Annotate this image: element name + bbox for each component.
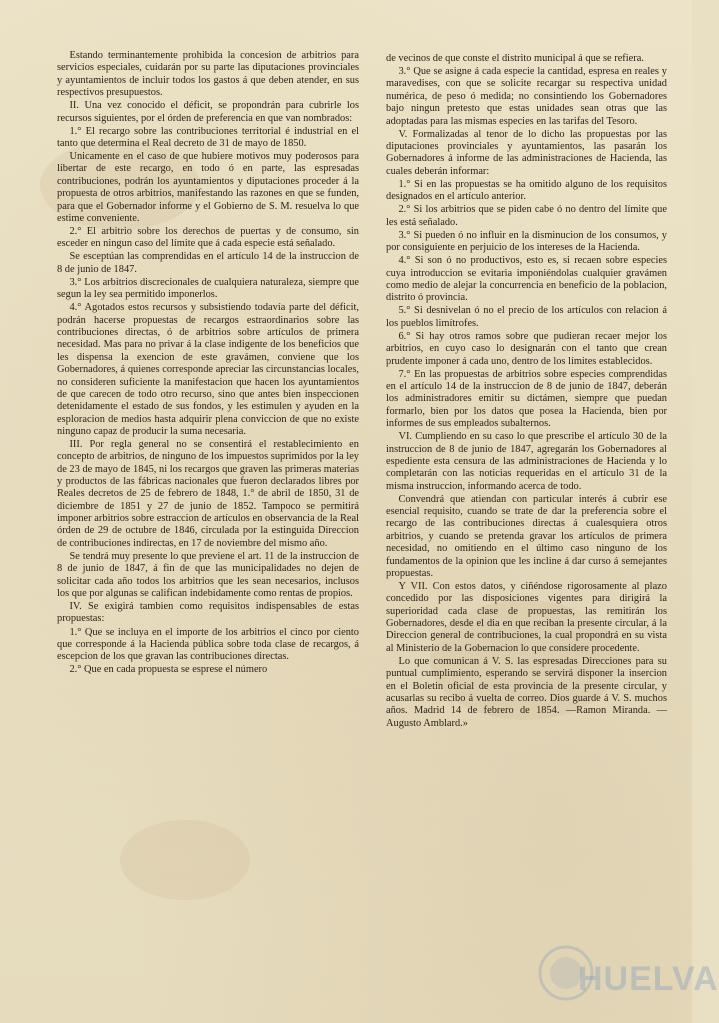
paragraph: 2.° Si los arbitrios que se piden cabe ó no dentro del límite que les está señalado.: [386, 204, 667, 228]
right-text-column: [386, 53, 667, 1001]
paragraph: Se tendrá muy presente lo que previene el art. 11 de la instruccion de 8 de junio de 1847, á fin de que las municipalidades no dejen de solicitar cada año todos los arbitrios que les sean necesarios, inclusos los que por algunas se califican indebidamente como rentas de propios.: [57, 550, 359, 599]
paragraph: 6.° Si hay otros ramos sobre que pudieran recaer mejor los arbitrios, en cuyo caso lo designarán con el tanto que crean prudente imponer á cada uno, dentro de los límites establecidos.: [386, 330, 667, 367]
paragraph: 4.° Si son ó no productivos, esto es, si recaen sobre especies cuya introduccion se evitaria imponiéndolas cualquier gravámen como medio de alejar la concurrencia en beneficio de la poblacion, distrito ó provincia.: [386, 255, 667, 304]
paragraph: 2.° El arbitrio sobre los derechos de puertas y de consumo, sin esceder en ningun caso del límite que á cada especie está señalado.: [57, 226, 359, 250]
paragraph: Lo que comunican á V. S. las espresadas Direcciones para su puntual cumplimiento, esperando se servirá disponer la insercion en el Boletin oficial de esta provincia de la presente circular, y acusarlas su recibo á vuelta de correo. Dios guarde á V. S. muchos años. Madrid 14 de febrero de 1854. —Ramon Miranda. —Augusto Amblard.»: [386, 655, 667, 729]
paragraph: III. Por regla general no se consentirá el restablecimiento en concepto de arbitrios, de ninguno de los impuestos suprimidos por la ley de 23 de mayo de 1845, ni los recargos que graven las primeras materias y productos de las fábricas nacionales que fueron declarados libres por Reales decretos de 25 de febrero de 1848, 1.° de abril de 1850, 31 de diciembre de 1851 y 27 de junio de 1852. Tampoco se permitirá imponer arbitrios sobre estraccion de artículos en observancia de la Real órden de 29 de octubre de 1846, circulada por la estinguida Direccion de contribuciones indirectas, en 17 de noviembre del mismo año.: [57, 439, 359, 549]
paragraph: 2.° Que en cada propuesta se esprese el número: [69, 664, 268, 676]
watermark-text: HUELVA: [578, 960, 719, 998]
paragraph: IV. Se exigirá tambien como requisitos indispensables de estas propuestas:: [57, 601, 359, 625]
paragraph: 7.° En las propuestas de arbitrios sobre especies comprendidas en el artículo 14 de la instruccion de 8 de junio de 1847, deberán los administradores emitir su dictámen, siempre que puedan formarlo, bien por los datos que posea la Hacienda, bien por informes de sus empleados subalternos.: [386, 368, 667, 430]
paragraph: 1.° Que se incluya en el importe de los arbitrios el cinco por ciento que corresponde á la Hacienda pública sobre toda clase de recargos, á escepcion de los que gravan las contribuciones directas.: [57, 626, 359, 663]
paragraph: 3.° Que se asigne á cada especie la cantidad, espresa en reales y maravedises, con que se solicite recargar su respectiva unidad numérica, de peso ó medida; no consintiendo los Gobernadores bajo ningun pretesto que estas unidades sean otras que las adoptadas para las mismas especies en las tarifas del Tesoro.: [386, 66, 667, 127]
paragraph: 1.° Si en las propuestas se ha omitido alguno de los requisitos designados en el artículo anterior.: [386, 178, 667, 203]
paragraph: 3.° Los arbitrios discrecionales de cualquiera naturaleza, siempre que segun la ley sea permitido imponerlos.: [57, 276, 359, 301]
paragraph: de vecinos de que conste el distrito municipal á que se refiera.: [386, 53, 644, 64]
paragraph: 5.° Si desnivelan ó no el precio de los artículos con relacion á los pueblos limítrofes.: [386, 305, 667, 329]
paragraph: VI. Cumpliendo en su caso lo que prescribe el artículo 30 de la instruccion de 8 de junio de 1847, agregarán los Gobernadores al espediente esta censura de las administraciones de Hacienda y lo completarán con las noticias requeridas en el artículo 31 de la misma instruccion, informando acerca de todo.: [386, 431, 667, 492]
paragraph: Se esceptúan las comprendidas en el artículo 14 de la instruccion de 8 de junio de 1847.: [57, 251, 359, 275]
paragraph: II. Una vez conocido el déficit, se propondrán para cubrirle los recursos siguientes, por el órden de preferencia en que van nombrados:: [57, 100, 359, 124]
paragraph: V. Formalizadas al tenor de lo dicho las propuestas por las diputaciones provinciales y ayuntamientos, las pasarán los Gobernadores á informe de las administraciones de Hacienda, las cuales deberán informar:: [386, 128, 667, 177]
paragraph: 4.° Agotados estos recursos y subsistiendo todavía parte del déficit, podrán hacerse propuestas de recargos estraordinarios sobre las contribuciones directas, ó de arbitrios sobre artículos de primera necesidad. Mas para no privar á la clase indigente de los beneficios que les dispensa la exencion de este gravámen, conviene que los Gobernadores, á quienes corresponde apreciar las circunstancias locales, no consideren suficiente la manifestacion que hacen los ayuntamientos de que carecen de todo otro recurso, sino que antes bien inspeccionen detenidamente el estado de sus fondos, y les estimulen y ayuden en la esploracion de medios hasta adquirir plena conviccion de que no existe ninguno capaz de producir la suma necesaria.: [57, 302, 359, 437]
paragraph: Y VII. Con estos datos, y ciñéndose rigorosamente al plazo concedido por las disposiciones vigentes para dirigirá la superioridad cada clase de propuestas, las remitirán los Gobernadores, desde el dia en que reciban la presente circular, á la Direccion general de contribuciones, la cual propondrá en su vista al Ministerio de la Gobernacion lo que considere procedente.: [386, 581, 667, 654]
paragraph: Estando terminantemente prohibida la concesion de arbitrios para servicios especiales, cuidarán por su parte las diputaciones provinciales y ayuntamientos de incluir todos los gastos á que deben atender, en sus respectivos presupuestos.: [57, 50, 359, 99]
paragraph: Convendrá que atiendan con particular interés á cubrir ese esencial requisito, cuando se trate de dar la preferencia sobre el recargo de las contribuciones directas á cualesquiera otros arbitrios, y cuando se pretenda gravar los artículos de primera necesidad, no omitiendo en el último caso ninguno de los fundamentos de la opinion que les incline á dar curso á semejantes propuestas.: [386, 493, 667, 579]
paragraph: Unicamente en el caso de que hubiere motivos muy poderosos para libertar de este recargo, en todo ó en parte, las espresadas contribuciones, podrán los ayuntamientos y diputaciones proceder á la propuesta de otros arbitrios, manifestando las razones en que se funden, para que el Gobernador informe y el Gobierno de S. M. resuelva lo que estime conveniente.: [57, 151, 359, 224]
paragraph: 1.° El recargo sobre las contribuciones territorial é industrial en el tanto que determina el Real decreto de 31 de mayo de 1850.: [57, 125, 359, 149]
left-text-column: [57, 50, 359, 1001]
paragraph: 3.° Si pueden ó no influir en la disminucion de los consumos, y por consiguiente en perjuicio de los intereses de la Hacienda.: [386, 229, 667, 254]
